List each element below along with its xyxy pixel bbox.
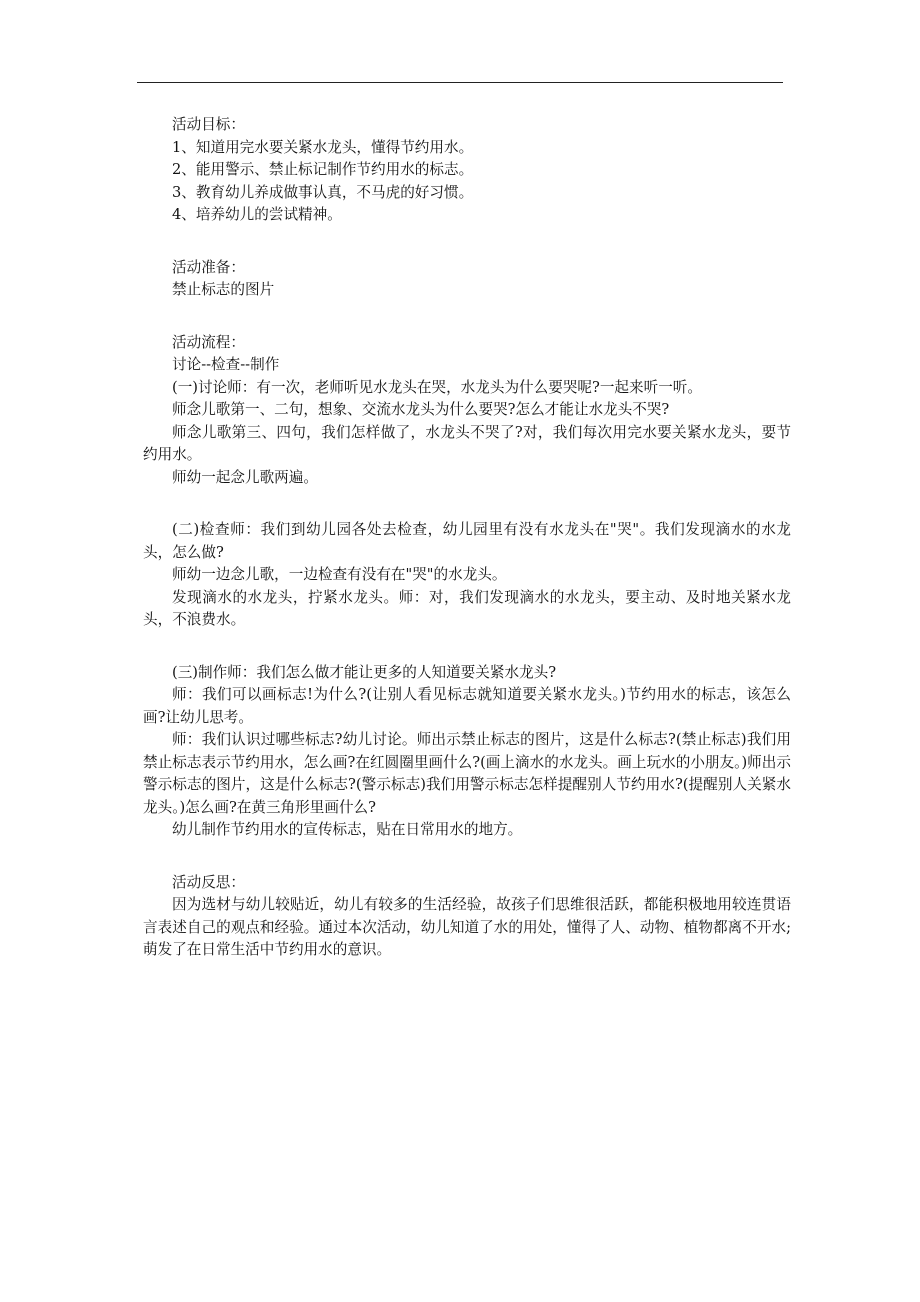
paragraph: 发现滴水的水龙头，拧紧水龙头。师：对，我们发现滴水的水龙头，要主动、及时地关紧水龙头，不浪费水。	[143, 588, 791, 628]
section-make	[143, 662, 791, 842]
paragraph: 1、知道用完水要关紧水龙头，懂得节约用水。	[172, 138, 474, 156]
paragraph: 因为选材与幼儿较贴近，幼儿有较多的生活经验，故孩子们思维很活跃，都能积极地用较连贯语言表述自己的观点和经验。通过本次活动，幼儿知道了水的用处，懂得了人、动物、植物都离不开水;萌发了在日常生活中节约用水的意识。	[143, 896, 791, 958]
section-preparation	[143, 257, 791, 302]
paragraph: 师幼一边念儿歌，一边检查有没有在"哭"的水龙头。	[172, 566, 507, 583]
paragraph: 师念儿歌第三、四句，我们怎样做了，水龙头不哭了?对，我们每次用完水要关紧水龙头，要节约用水。	[143, 423, 791, 463]
paragraph: 2、能用警示、禁止标记制作节约用水的标志。	[172, 161, 474, 178]
header-rule	[137, 82, 783, 83]
paragraph: 幼儿制作节约用水的宣传标志，贴在日常用水的地方。	[172, 821, 523, 838]
paragraph: (一)讨论师：有一次，老师听见水龙头在哭，水龙头为什么要哭呢?一起来听一听。	[172, 378, 702, 396]
paragraph: (三)制作师：我们怎么做才能让更多的人知道要关紧水龙头?	[172, 663, 557, 681]
section-check	[143, 519, 791, 632]
section-goals	[143, 114, 791, 227]
document-body	[143, 114, 791, 992]
section-reflection	[143, 872, 791, 962]
paragraph: 3、教育幼儿养成做事认真，不马虎的好习惯。	[172, 183, 474, 201]
paragraph: 师：我们认识过哪些标志?幼儿讨论。师出示禁止标志的图片，这是什么标志?(禁止标志)我们用禁止标志表示节约用水，怎么画?在红圆圈里画什么?(画上滴水的水龙头。画上玩水的小朋友。)师出示警示标志的图片，这是什么标志?(警示标志)我们用警示标志怎样提醒别人节约用水?(提醒别人关紧水龙头。)怎么画?在黄三角形里画什么?	[143, 731, 791, 816]
paragraph: 师幼一起念儿歌两遍。	[172, 468, 318, 486]
section-process	[143, 332, 791, 490]
section-heading: 活动流程：	[172, 333, 245, 351]
section-heading: 活动目标：	[172, 116, 245, 133]
paragraph: 4、培养幼儿的尝试精神。	[172, 206, 342, 223]
paragraph: (二)检查师：我们到幼儿园各处去检查，幼儿园里有没有水龙头在"哭"。我们发现滴水的水龙头，怎么做?	[143, 521, 791, 561]
paragraph: 师：我们可以画标志!为什么?(让别人看见标志就知道要关紧水龙头。)节约用水的标志，该怎么画?让幼儿思考。	[143, 686, 791, 726]
paragraph: 禁止标志的图片	[172, 281, 275, 298]
paragraph: 师念儿歌第一、二句，想象、交流水龙头为什么要哭?怎么才能让水龙头不哭?	[172, 401, 670, 418]
paragraph: 讨论--检查--制作	[172, 356, 280, 373]
section-heading: 活动反思：	[172, 873, 245, 891]
section-heading: 活动准备：	[172, 258, 245, 276]
